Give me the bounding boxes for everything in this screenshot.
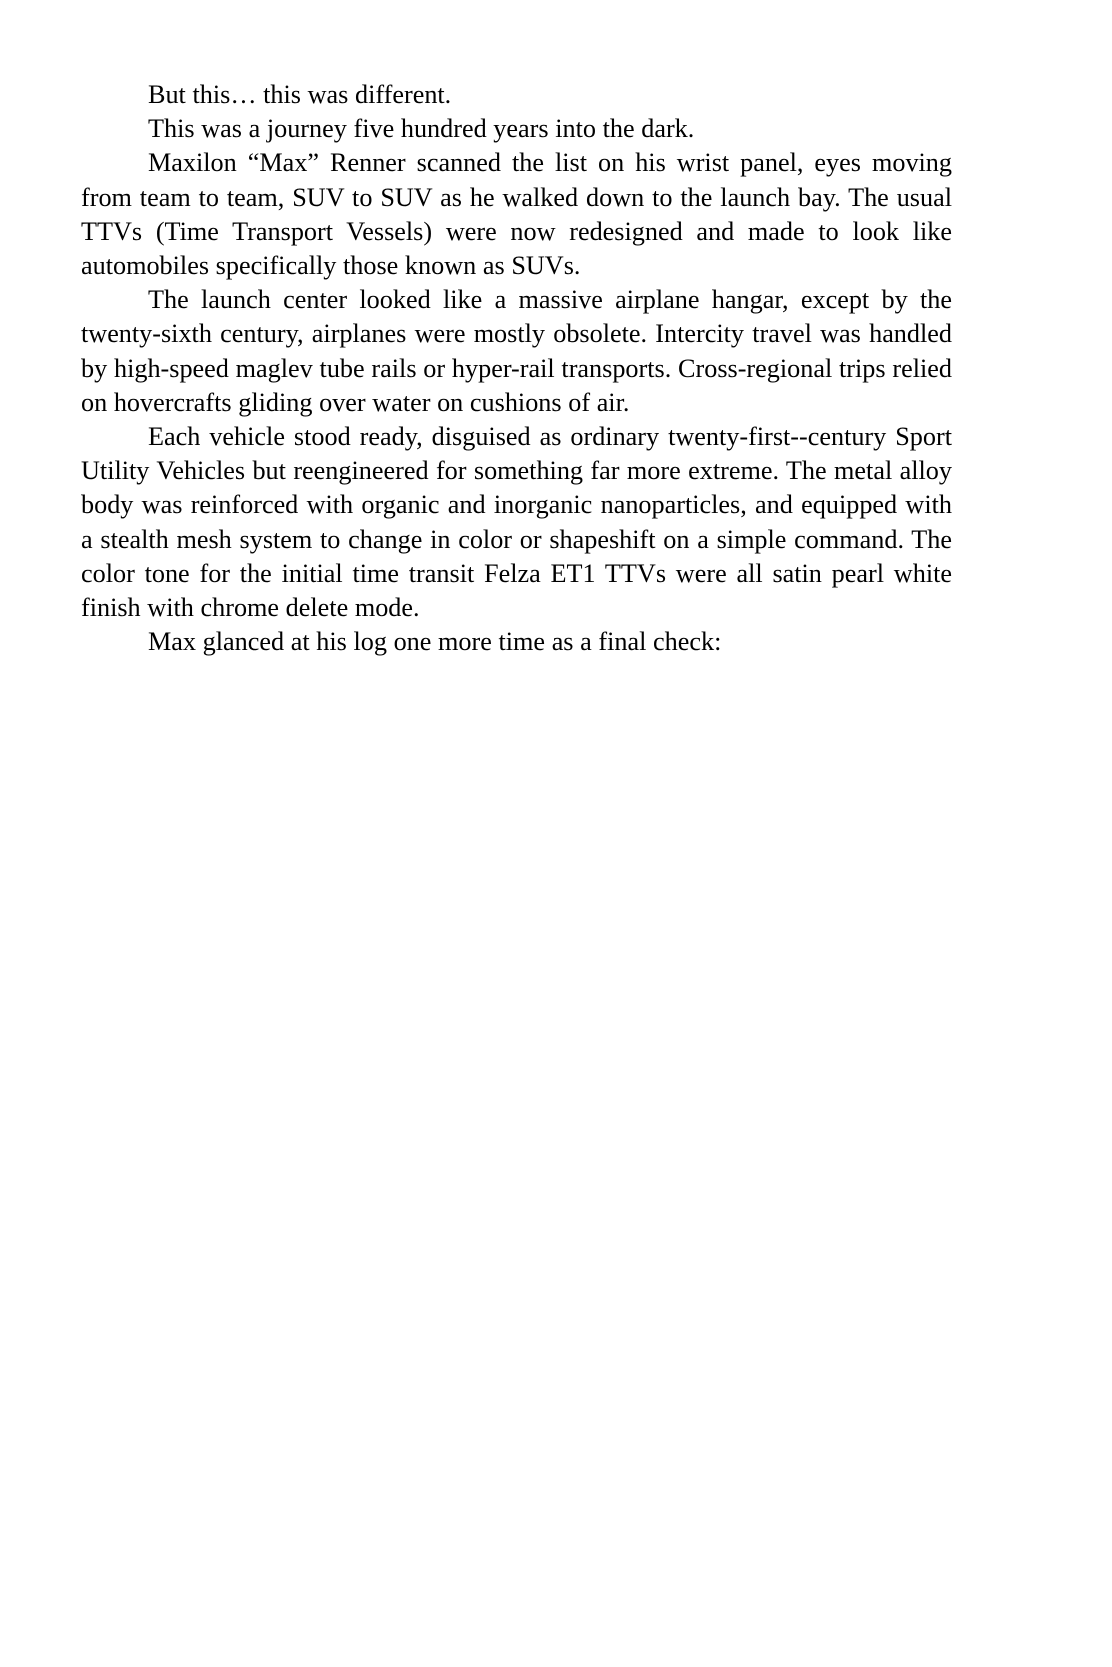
- paragraph: Each vehicle stood ready, disguised as ordinary twenty-first--century Sport Utility Vehicles but reengineered for something far more extreme. The metal alloy body was reinforced with organic and inorganic nanoparticles, and equipped with a stealth mesh system to change in color or shapeshift on a simple command. The color tone for the initial time transit Felza ET1 TTVs were all satin pearl white finish with chrome delete mode.: [81, 422, 952, 623]
- paragraph: Max glanced at his log one more time as a final check:: [148, 627, 722, 657]
- body-text-block: [81, 78, 952, 659]
- paragraph: The launch center looked like a massive airplane hangar, except by the twenty-sixth century, airplanes were mostly obsolete. Intercity travel was handled by high-speed maglev tube rails or hyper-rail transports. Cross-regional trips relied on hovercrafts gliding over water on cushions of air.: [81, 285, 952, 417]
- paragraph: This was a journey five hundred years into the dark.: [148, 114, 695, 144]
- paragraph: Maxilon “Max” Renner scanned the list on his wrist panel, eyes moving from team to team, SUV to SUV as he walked down to the launch bay. The usual TTVs (Time Transport Vessels) were now redesigned and made to look like automobiles specifically those known as SUVs.: [81, 148, 952, 281]
- paragraph: But this… this was different.: [148, 80, 452, 109]
